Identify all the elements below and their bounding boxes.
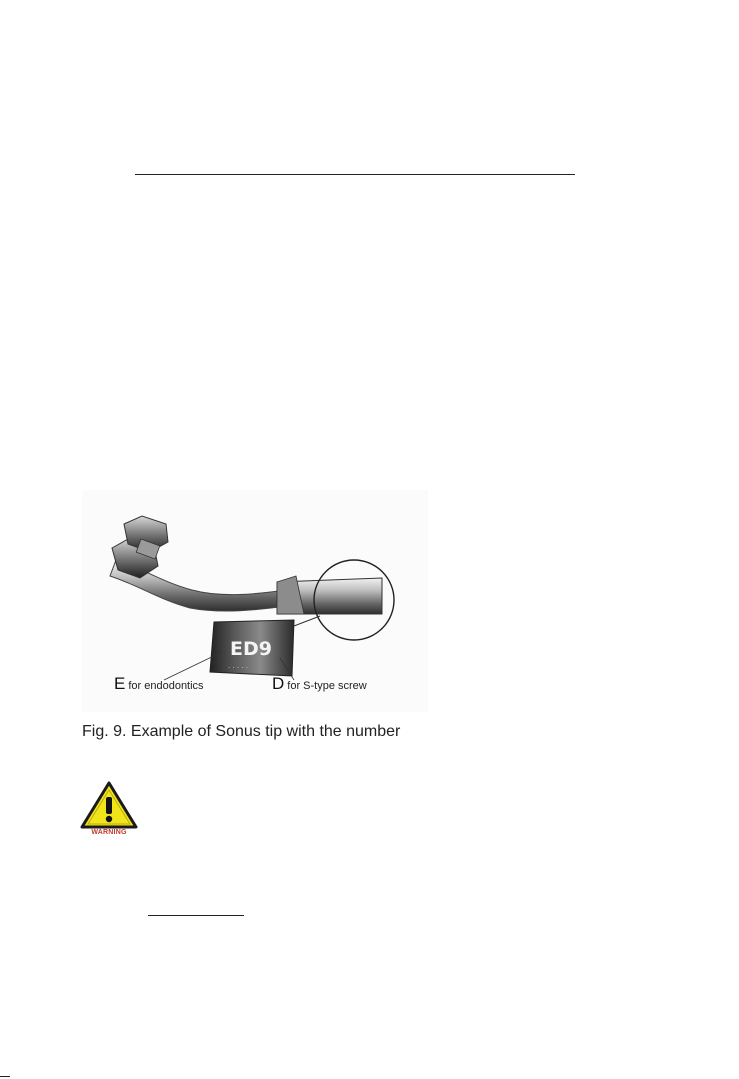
warning-sign (80, 781, 138, 841)
footer-mark (0, 1076, 10, 1077)
label-s-type-screw: Dfor S-type screw (272, 674, 367, 693)
tip-marking: ED9 (230, 638, 272, 660)
svg-text:· · · · ·: · · · · · (228, 664, 249, 672)
bottom-rule (148, 915, 244, 916)
warning-triangle-icon (80, 781, 138, 829)
top-rule (135, 174, 575, 175)
sonus-tip-figure (82, 490, 428, 712)
figure-caption: Fig. 9. Example of Sonus tip with the number (82, 723, 401, 740)
label-endodontics: Efor endodontics (114, 674, 204, 693)
warning-label: WARNING (91, 829, 127, 836)
